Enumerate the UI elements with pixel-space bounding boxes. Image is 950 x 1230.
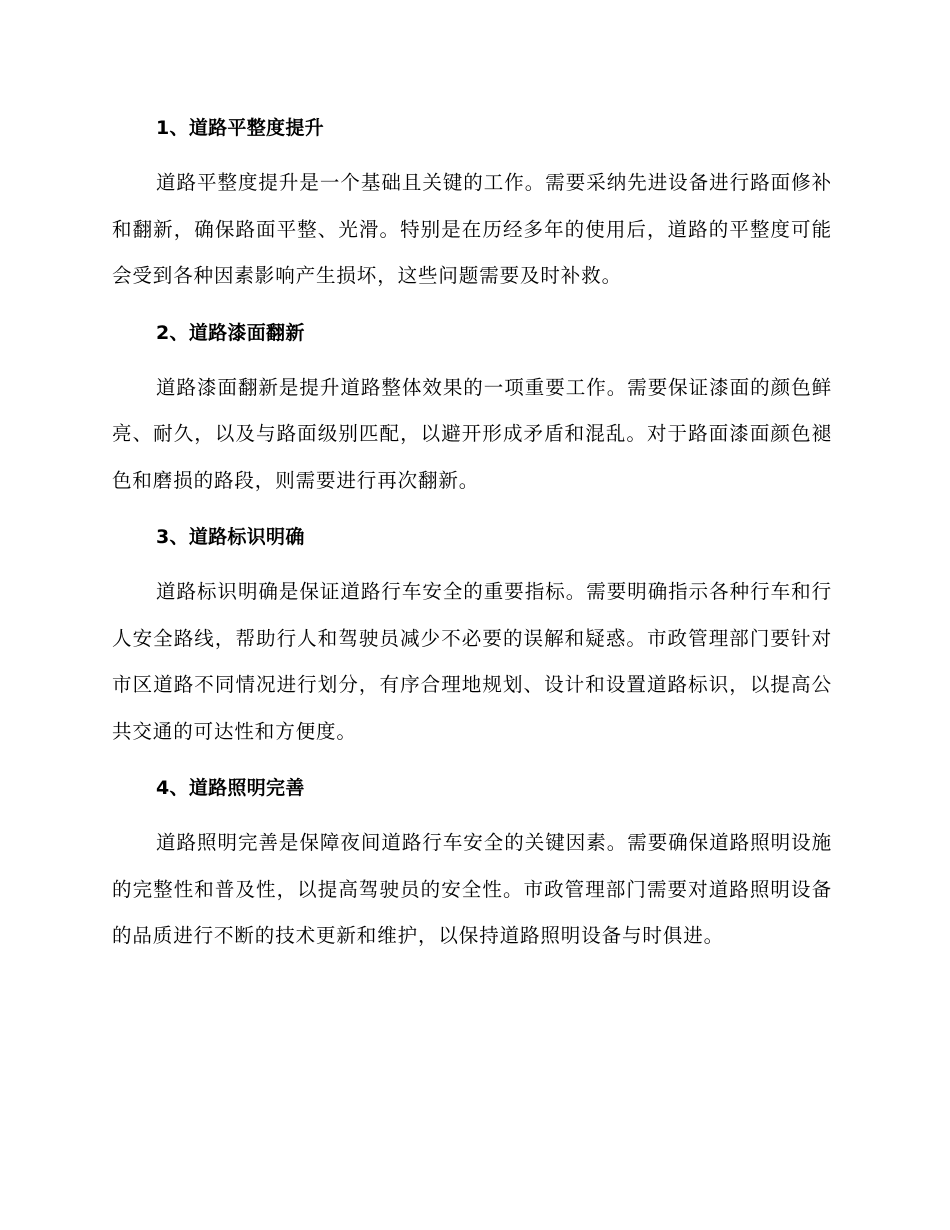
section-3: [112, 522, 832, 755]
section-2: [112, 318, 832, 505]
document-content: [112, 113, 832, 978]
section-paragraph: 道路照明完善是保障夜间道路行车安全的关键因素。需要确保道路照明设施的完整性和普及性，以提高驾驶员的安全性。市政管理部门需要对道路照明设备的品质进行不断的技术更新和维护，以保持道路照明设备与时俱进。: [112, 831, 832, 947]
section-paragraph: 道路漆面翻新是提升道路整体效果的一项重要工作。需要保证漆面的颜色鲜亮、耐久，以及与路面级别匹配，以避开形成矛盾和混乱。对于路面漆面颜色褪色和磨损的路段，则需要进行再次翻新。: [112, 375, 832, 492]
section-4: [112, 773, 832, 960]
section-heading: 1、道路平整度提升: [156, 117, 324, 139]
section-1: [112, 113, 832, 300]
section-heading: 3、道路标识明确: [156, 526, 305, 548]
section-heading: 2、道路漆面翻新: [156, 321, 305, 344]
section-paragraph: 道路标识明确是保证道路行车安全的重要指标。需要明确指示各种行车和行人安全路线，帮助行人和驾驶员减少不必要的误解和疑惑。市政管理部门要针对市区道路不同情况进行划分，有序合理地规划、设计和设置道路标识，以提高公共交通的可达性和方便度。: [112, 580, 832, 743]
section-paragraph: 道路平整度提升是一个基础且关键的工作。需要采纳先进设备进行路面修补和翻新，确保路面平整、光滑。特别是在历经多年的使用后，道路的平整度可能会受到各种因素影响产生损坏，这些问题需要及时补救。: [112, 171, 832, 287]
section-heading: 4、道路照明完善: [156, 777, 305, 799]
